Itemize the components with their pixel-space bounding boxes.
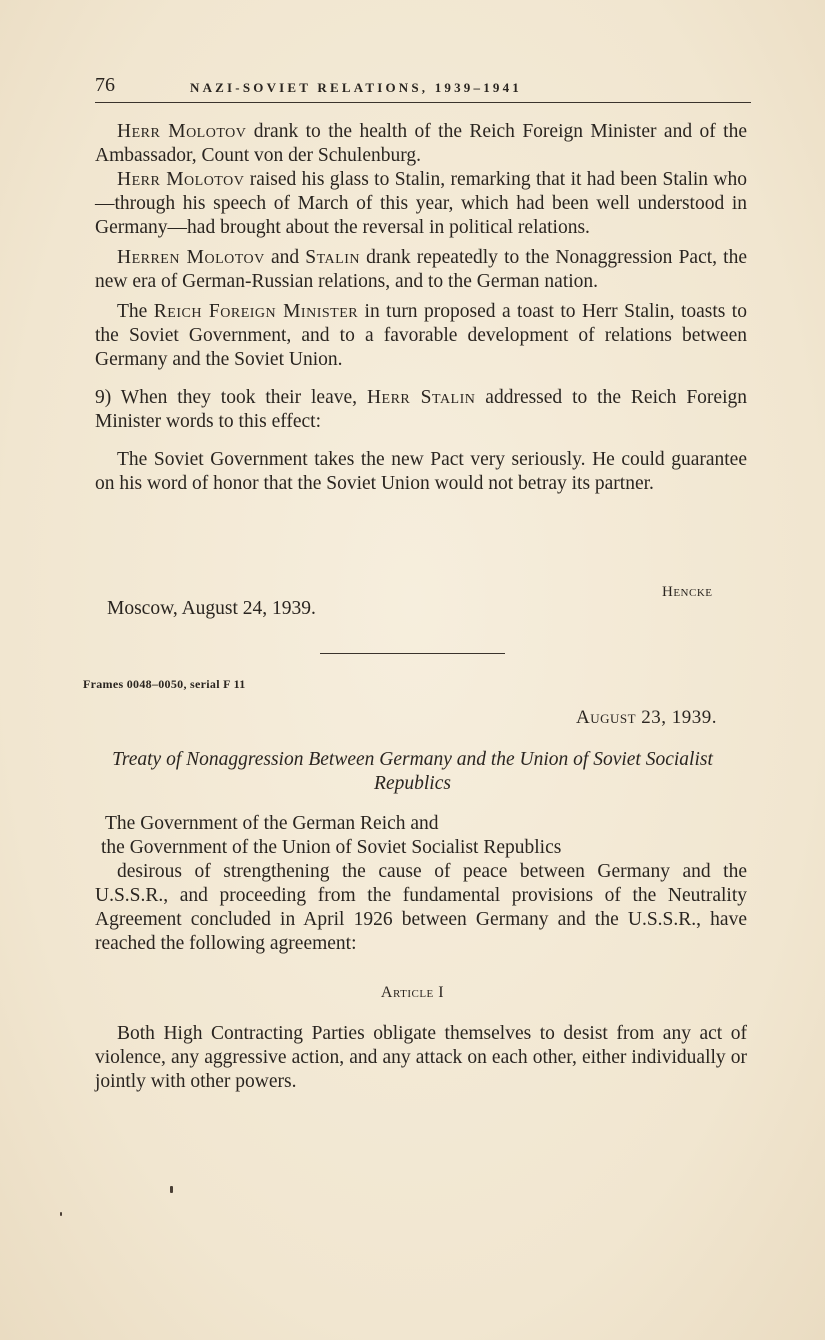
running-head: NAZI-SOVIET RELATIONS, 1939–1941 xyxy=(190,80,522,95)
ink-speck xyxy=(170,1186,173,1193)
article-text: Both High Contracting Parties obligate themselves to desist from any act of violence, any aggressive action, and any attack on each other, either individually or jointly with other powers. xyxy=(95,1023,747,1092)
page-header xyxy=(95,72,751,103)
treaty-preamble xyxy=(95,812,747,956)
frames-note: Frames 0048–0050, serial F 11 xyxy=(83,677,246,691)
paragraph-toast-4 xyxy=(95,300,747,372)
toasts-section xyxy=(95,120,747,496)
speaker-name: Herr Molotov xyxy=(117,121,247,142)
treaty-title: Treaty of Nonaggression Between Germany and the Union of Soviet Socialist Republics xyxy=(112,749,713,794)
paragraph-farewell xyxy=(95,386,747,434)
preamble-line-2: the Government of the Union of Soviet Socialist Republics xyxy=(101,837,562,858)
paragraph-toast-2 xyxy=(95,168,747,240)
preamble-line-1: The Government of the German Reich and xyxy=(105,813,439,834)
treaty-date: August 23, 1939. xyxy=(576,707,718,728)
signature: Hencke xyxy=(662,584,713,600)
speaker-name: Herren Molotov xyxy=(117,247,265,268)
page-number: 76 xyxy=(95,74,115,96)
speaker-name: Stalin xyxy=(305,247,360,268)
paragraph-text: 9) When they took their leave, xyxy=(95,387,367,408)
paragraph-text: addressed to the Reich Foreign Minister words to this effect: xyxy=(95,387,747,432)
section-divider xyxy=(320,653,505,654)
ink-speck xyxy=(60,1212,62,1216)
paragraph-stalin-quote: The Soviet Government takes the new Pact very seriously. He could guarantee on his word of honor that the Soviet Union would not betray its partner. xyxy=(95,449,747,494)
paragraph-toast-3 xyxy=(95,246,747,294)
article-body xyxy=(95,1022,747,1094)
speaker-name: Herr Stalin xyxy=(366,387,476,408)
speaker-name: Reich Foreign Minister xyxy=(153,301,359,322)
place-date: Moscow, August 24, 1939. xyxy=(107,598,316,619)
preamble-paragraph: desirous of strengthening the cause of peace between Germany and the U.S.S.R., and proceeding from the fundamental provisions of the Neutrality Agreement concluded in April 1926 between Germany and the U.S.S.R., have reached the following agreement: xyxy=(95,861,747,954)
paragraph-text: drank to the health of the Reich Foreign Minister and of the Ambassador, Count von der Schulenburg. xyxy=(95,121,747,166)
speaker-name: Herr Molotov xyxy=(117,169,245,190)
article-heading: Article I xyxy=(380,984,445,1001)
paragraph-text: raised his glass to Stalin, remarking that it had been Stalin who—through his speech of March of this year, which had been well understood in Germany—had brought about the reversal in political relations. xyxy=(95,169,747,238)
paragraph-text: drank repeatedly to the Nonaggression Pact, the new era of German-Russian relations, and to the German nation. xyxy=(95,247,748,292)
paragraph-text: in turn proposed a toast to Herr Stalin, toasts to the Soviet Government, and to a favorable development of relations between Germany and the Soviet Union. xyxy=(95,301,747,370)
paragraph-text: and xyxy=(264,247,306,268)
paragraph-text: The xyxy=(117,301,154,322)
paragraph-toast-1 xyxy=(95,120,747,168)
